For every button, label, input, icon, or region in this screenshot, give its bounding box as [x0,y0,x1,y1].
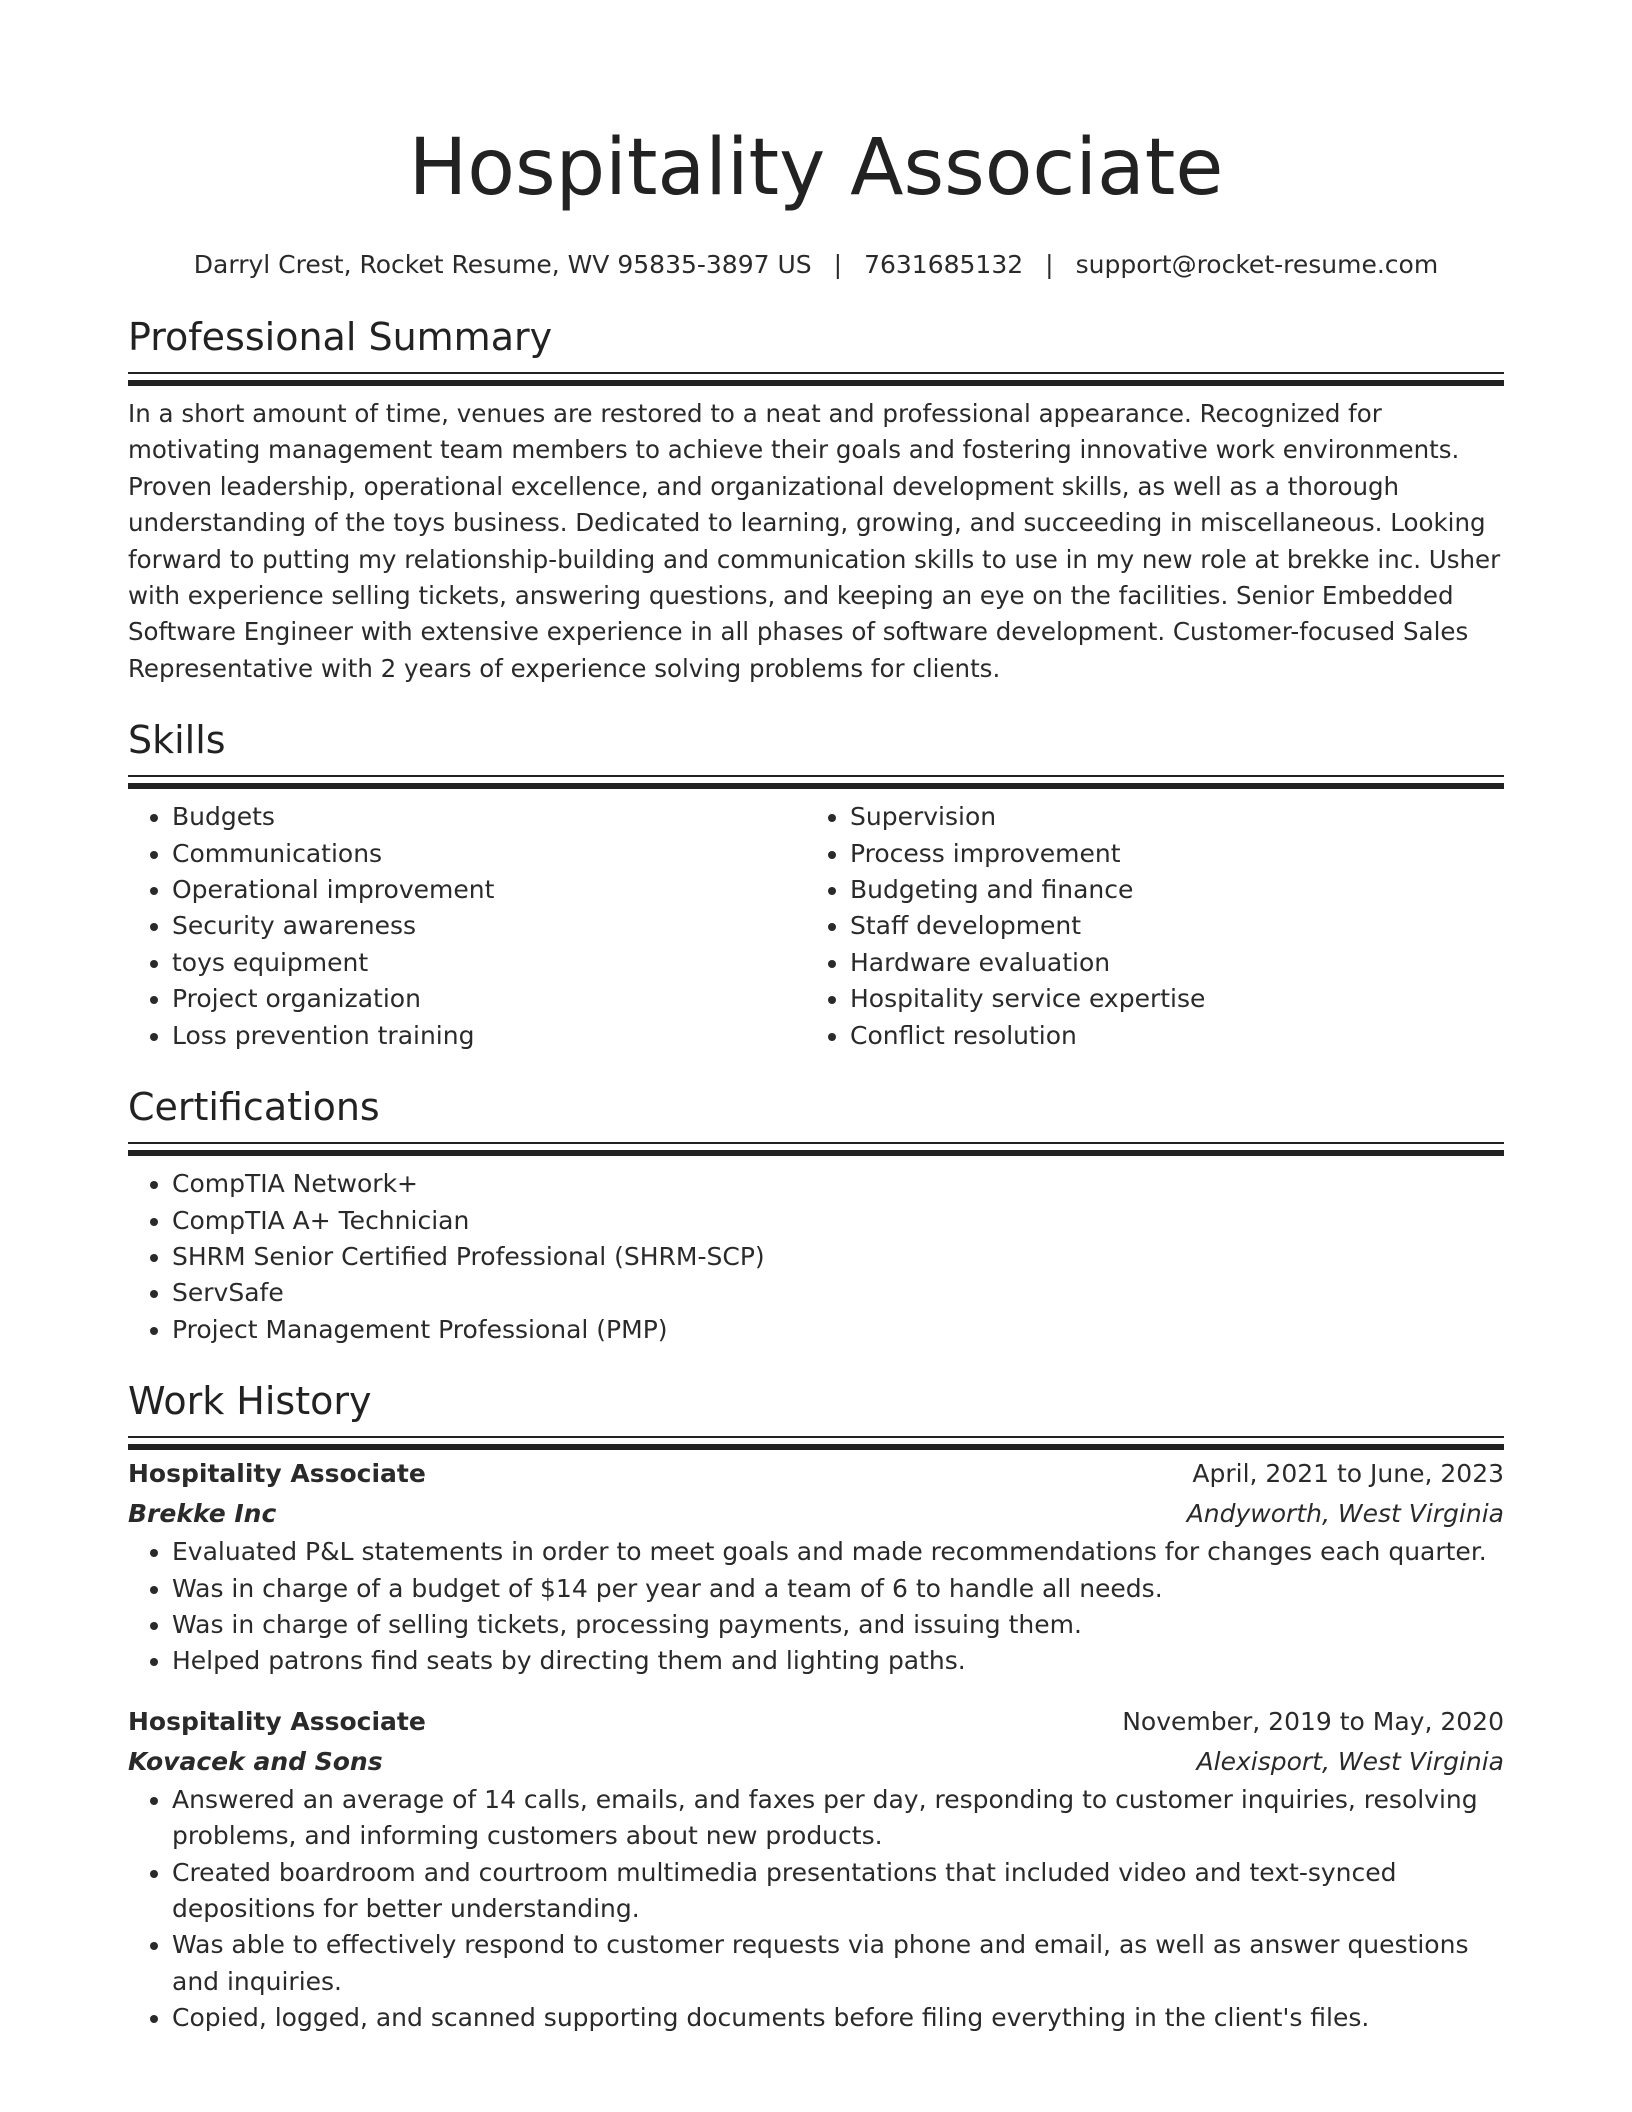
skills-heading: Skills [128,718,226,763]
contact-address: Darryl Crest, Rocket Resume, WV 95835-3897 US [193,250,812,279]
skills-list-right [806,799,1484,1054]
job-header-row [128,1702,1504,1742]
contact-phone: 7631685132 [864,250,1024,279]
certifications-heading: Certifications [128,1085,380,1130]
section-divider [128,372,1504,374]
list-item: • Process improvement [850,836,1484,872]
list-item: • Was able to effectively respond to customer requests via phone and email, as well as answer questions and inquiries. [172,1927,1504,2000]
job-company-row [128,1494,1504,1534]
list-item: • Budgeting and finance [850,872,1484,908]
list-item: • CompTIA Network+ [172,1166,1504,1202]
list-item: • Budgets [172,799,806,835]
job-header-row [128,1454,1504,1494]
skills-column-right [806,799,1484,1054]
list-item: • Copied, logged, and scanned supporting documents before filing everything in the client's files. [172,2000,1504,2036]
resume-title: Hospitality Associate [408,123,1224,213]
summary-section [128,312,1504,687]
list-item: • Hospitality service expertise [850,981,1484,1017]
certifications-section [128,1082,1504,1348]
list-item: • Operational improvement [172,872,806,908]
contact-separator: | [833,250,843,279]
job-location: Andyworth, West Virginia [1186,1499,1504,1529]
list-item: • Supervision [850,799,1484,835]
summary-heading: Professional Summary [128,315,553,359]
job-title: Hospitality Associate [128,1459,426,1489]
list-item: • Security awareness [172,908,806,944]
job-entry [128,1454,1504,1680]
job-company-row [128,1742,1504,1782]
job-company: Brekke Inc [128,1499,277,1529]
list-item: • Project organization [172,981,806,1017]
job-entry [128,1702,1504,2037]
job-title: Hospitality Associate [128,1706,426,1736]
job-bullets [128,1534,1504,1680]
job-dates: April, 2021 to June, 2023 [1192,1459,1504,1489]
contact-line [128,248,1504,282]
list-item: • Hardware evaluation [850,945,1484,981]
list-item: • Communications [172,836,806,872]
list-item: • SHRM Senior Certified Professional (SHRM-SCP) [172,1239,1504,1275]
job-company: Kovacek and Sons [128,1746,383,1776]
job-bullets [128,1782,1504,2037]
skills-column-left [128,799,806,1054]
list-item: • toys equipment [172,945,806,981]
list-item: • ServSafe [172,1275,1504,1311]
list-item: • Helped patrons find seats by directing them and lighting paths. [172,1643,1504,1679]
skills-grid [128,799,1504,1054]
list-item: • Staff development [850,908,1484,944]
skills-section [128,715,1504,1054]
work-history-heading: Work History [128,1379,372,1424]
job-location: Alexisport, West Virginia [1196,1746,1504,1776]
list-item: • Project Management Professional (PMP) [172,1312,1504,1348]
certifications-list [128,1166,1504,1348]
list-item: • Conflict resolution [850,1018,1484,1054]
skills-list-left [128,799,806,1054]
list-item: • Was in charge of a budget of $14 per year and a team of 6 to handle all needs. [172,1571,1504,1607]
contact-email: support@rocket-resume.com [1075,250,1439,279]
list-item: • CompTIA A+ Technician [172,1203,1504,1239]
resume-page [128,0,1504,2037]
work-history-section [128,1376,1504,2036]
job-dates: November, 2019 to May, 2020 [1122,1706,1504,1736]
jobs-list [128,1454,1504,2036]
summary-text: In a short amount of time, venues are restored to a neat and professional appearance. Recognized for motivating management team members to achieve their goals and fostering innovative work environments. Proven leadership, operational excellence, and organizational development skills, as well as a thorough understanding of the toys business. Dedicated to learning, growing, and succeeding in miscellaneous. Looking forward to putting my relationship-building and communication skills to use in my new role at brekke inc. Usher with experience selling tickets, answering questions, and keeping an eye on the facilities. Senior Embedded Software Engineer with extensive experience in all phases of software development. Customer-focused Sales Representative with 2 years of experience solving problems for clients. [128,399,1501,683]
list-item: • Answered an average of 14 calls, emails, and faxes per day, responding to customer inquiries, resolving problems, and informing customers about new products. [172,1782,1504,1855]
list-item: • Loss prevention training [172,1018,806,1054]
section-divider [128,775,1504,777]
contact-separator: | [1045,250,1054,279]
list-item: • Created boardroom and courtroom multimedia presentations that included video and text-synced depositions for better understanding. [172,1855,1504,1928]
section-divider [128,1142,1504,1144]
section-divider [128,1436,1504,1438]
list-item: • Was in charge of selling tickets, processing payments, and issuing them. [172,1607,1504,1643]
list-item: • Evaluated P&L statements in order to meet goals and made recommendations for changes each quarter. [172,1534,1504,1570]
